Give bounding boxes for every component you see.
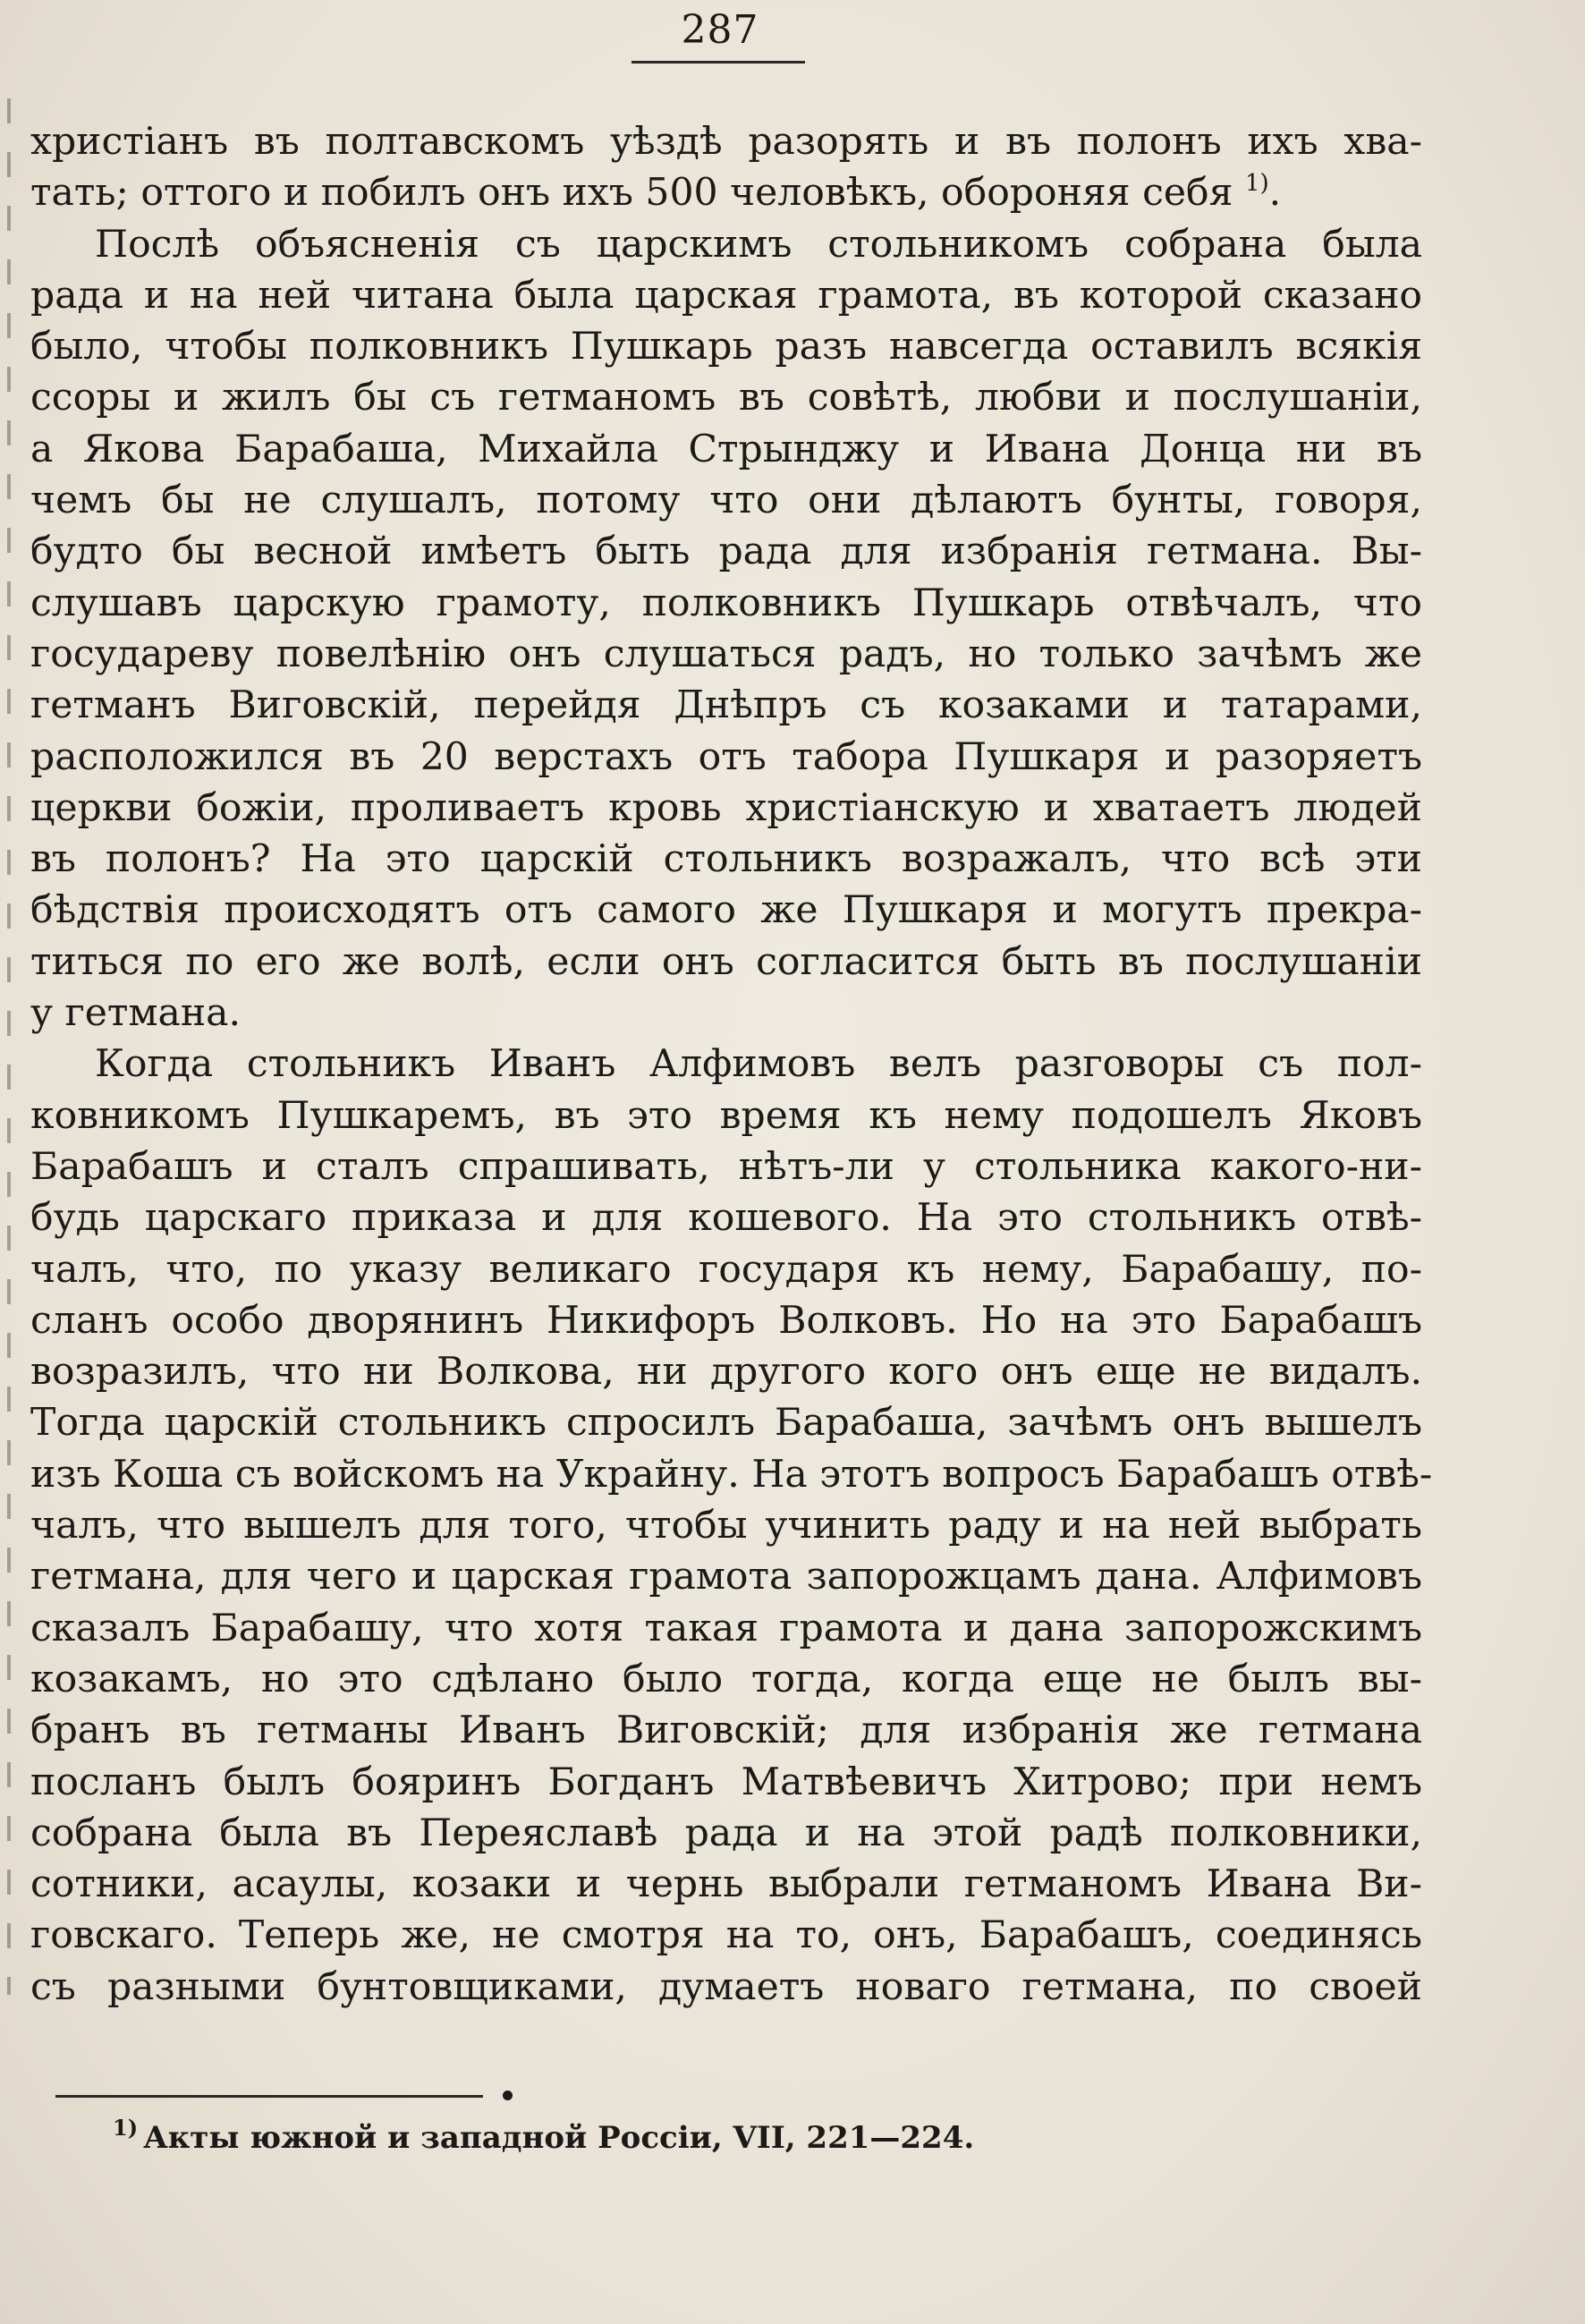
- text-line: Послѣ объясненія съ царскимъ стольникомъ собрана была: [95, 222, 1422, 267]
- footnote-rule: [55, 2095, 483, 2098]
- footnote-text: Акты южной и западной Россіи, VII, 221—224.: [143, 2120, 975, 2156]
- text-line: слушавъ царскую грамоту, полковникъ Пушкарь отвѣчалъ, что: [30, 581, 1422, 625]
- text-line: бѣдствія происходятъ отъ самого же Пушкаря и могутъ прекра-: [30, 888, 1422, 933]
- text-line: сланъ особо дворянинъ Никифоръ Волковъ. Но на это Барабашъ: [30, 1298, 1422, 1343]
- text-line: а Якова Барабаша, Михайла Стрынджу и Ивана Донца ни въ: [30, 427, 1422, 471]
- footnote: [113, 2116, 1186, 2159]
- text-line: говскаго. Теперь же, не смотря на то, онъ, Барабашъ, соединясь: [30, 1913, 1422, 1958]
- body-text: [30, 116, 1433, 2013]
- page-number: 287: [681, 7, 759, 53]
- text-line: чалъ, что, по указу великаго государя къ нему, Барабашу, по-: [30, 1247, 1422, 1292]
- text-line: посланъ былъ бояринъ Богданъ Матвѣевичъ Хитрово; при немъ: [30, 1760, 1422, 1804]
- text-line-tail: .: [1268, 171, 1282, 216]
- paragraph-3: [30, 1039, 1433, 2013]
- binding-shadow: [7, 98, 11, 1995]
- text-line: [30, 167, 1422, 218]
- text-line: сказалъ Барабашу, что хотя такая грамота и дана запорожскимъ: [30, 1606, 1422, 1650]
- text-line: будто бы весной имѣетъ быть рада для избранія гетмана. Вы-: [30, 530, 1422, 574]
- text-line: будь царскаго приказа и для кошевого. На это стольникъ отвѣ-: [30, 1196, 1422, 1241]
- text-line: титься по его же волѣ, если онъ согласится быть въ послушаніи: [30, 939, 1422, 984]
- text-line: Когда стольникъ Иванъ Алфимовъ велъ разговоры съ пол-: [95, 1042, 1422, 1087]
- text-line: въ полонъ? На это царскій стольникъ возражалъ, что всѣ эти: [30, 837, 1422, 882]
- text-line: христіанъ въ полтавскомъ уѣздѣ разорять и въ полонъ ихъ хва-: [30, 120, 1422, 164]
- text-line: возразилъ, что ни Волкова, ни другого кого онъ еще не видалъ.: [30, 1350, 1422, 1395]
- text-line: гетманъ Виговскій, перейдя Днѣпръ съ козаками и татарами,: [30, 683, 1422, 728]
- text-line: изъ Коша съ войскомъ на Украйну. На этотъ вопросъ Барабашъ отвѣ-: [30, 1452, 1433, 1497]
- text-line: расположился въ 20 верстахъ отъ табора Пушкаря и разоряетъ: [30, 734, 1422, 779]
- text-line: сотники, асаулы, козаки и чернь выбрали гетманомъ Ивана Ви-: [30, 1862, 1422, 1907]
- text-line: церкви божіи, проливаетъ кровь христіанскую и хватаетъ людей: [30, 785, 1422, 830]
- text-line: гетмана, для чего и царская грамота запорожцамъ дана. Алфимовъ: [30, 1555, 1422, 1599]
- text-line: ссоры и жилъ бы съ гетманомъ въ совѣтѣ, любви и послушаніи,: [30, 376, 1422, 420]
- text-line: у гетмана.: [30, 991, 242, 1036]
- text-line: чемъ бы не слушалъ, потому что они дѣлаютъ бунты, говоря,: [30, 479, 1422, 523]
- paragraph-2: [30, 219, 1422, 1039]
- footnote-reference: 1): [1244, 170, 1269, 198]
- text-line: Барабашъ и сталъ спрашивать, нѣтъ-ли у стольника какого-ни-: [30, 1144, 1422, 1189]
- text-line: съ разными бунтовщиками, думаетъ новаго гетмана, по своей: [30, 1964, 1422, 2009]
- header-rule: [631, 61, 805, 64]
- text-line: Тогда царскій стольникъ спросилъ Барабаша, зачѣмъ онъ вышелъ: [30, 1401, 1422, 1446]
- paragraph-1: [30, 116, 1422, 219]
- text-line: рада и на ней читана была царская грамота, въ которой сказано: [30, 273, 1422, 318]
- text-line: бранъ въ гетманы Иванъ Виговскій; для избранія же гетмана: [30, 1709, 1422, 1753]
- text-line: государеву повелѣнію онъ слушаться радъ, но только зачѣмъ же: [30, 632, 1422, 676]
- text-line-content: тать; оттого и побилъ онъ ихъ 500 человѣкъ, обороняя себя: [30, 171, 1233, 216]
- text-line: чалъ, что вышелъ для того, чтобы учинить раду и на ней выбрать: [30, 1504, 1422, 1548]
- footnote-rule-dot: [503, 2091, 513, 2100]
- text-line: собрана была въ Переяславѣ рада и на этой радѣ полковники,: [30, 1811, 1422, 1855]
- text-line: козакамъ, но это сдѣлано было тогда, когда еще не былъ вы-: [30, 1657, 1422, 1701]
- footnote-mark: 1): [113, 2115, 139, 2141]
- text-line: было, чтобы полковникъ Пушкарь разъ навсегда оставилъ всякія: [30, 325, 1422, 369]
- text-line: ковникомъ Пушкаремъ, въ это время къ нему подошелъ Яковъ: [30, 1093, 1422, 1138]
